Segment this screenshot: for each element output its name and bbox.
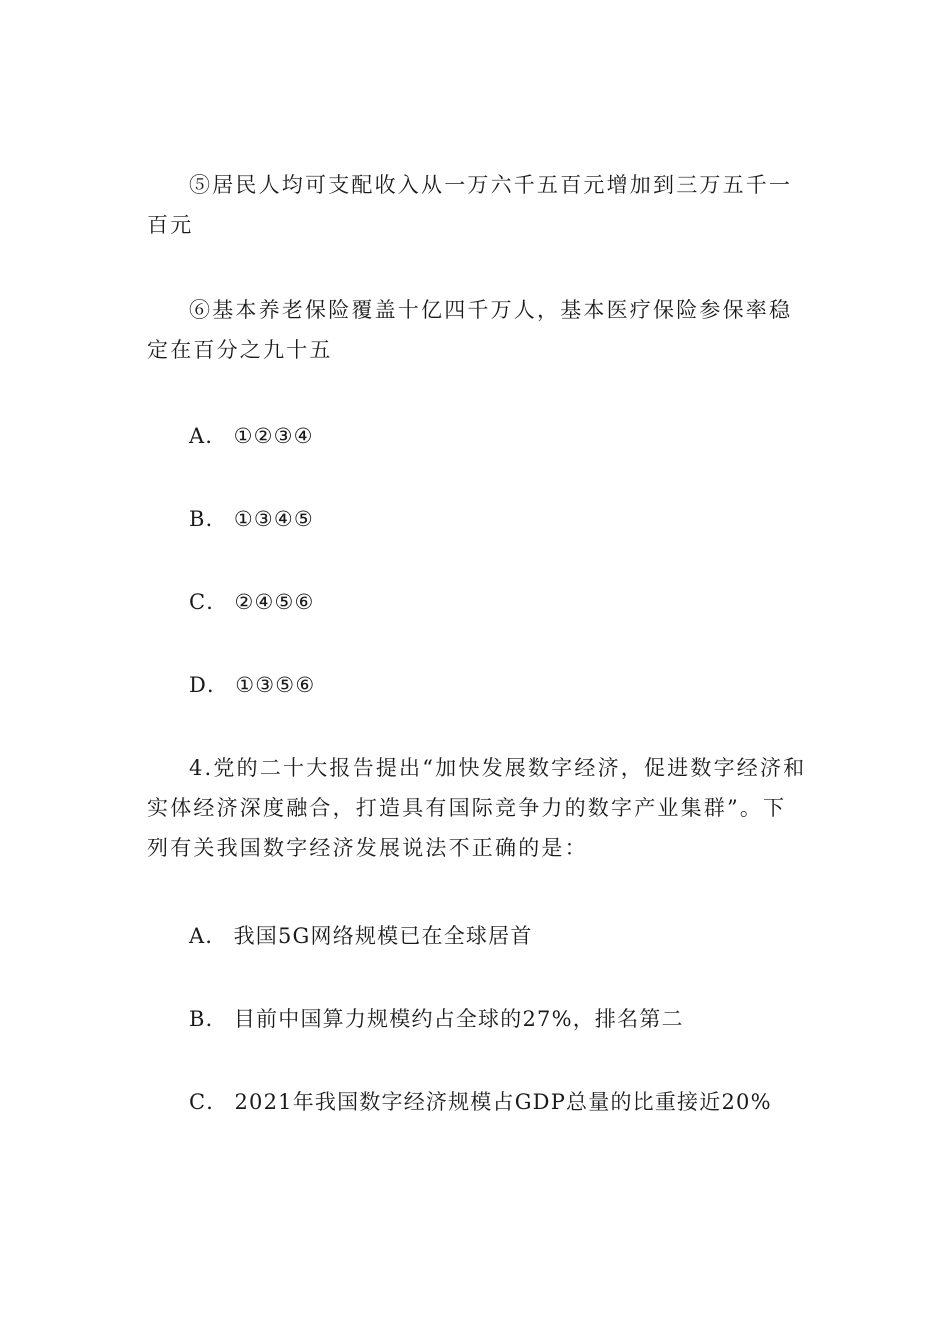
statement-5: ⑤居民人均可支配收入从一万六千五百元增加到三万五千一百元 [147,173,793,237]
option-letter: B． [189,1007,228,1031]
q4-option-a [189,916,533,956]
option-text: ①③⑤⑥ [235,673,316,697]
option-text: 2021年我国数字经济规模占GDP总量的比重接近20% [234,1090,772,1114]
q4-option-c [189,1082,772,1122]
q3-option-d [189,665,315,705]
option-text: ①③④⑤ [233,507,314,531]
statement-6: ⑥基本养老保险覆盖十亿四千万人，基本医疗保险参保率稳定在百分之九十五 [147,298,793,362]
question-4-stem: 4.党的二十大报告提出“加快发展数字经济，促进数字经济和实体经济深度融合，打造具有国际竞争力的数字产业集群”。下列有关我国数字经济发展说法不正确的是： [147,756,807,860]
option-letter: B． [189,507,228,531]
option-text: 目前中国算力规模约占全球的27%，排名第二 [233,1007,684,1031]
option-text: ②④⑤⑥ [234,590,315,614]
q3-option-a [189,416,314,456]
q4-option-b [189,999,684,1039]
option-text: ①②③④ [233,424,314,448]
option-letter: A． [189,424,228,448]
option-letter: C． [189,1090,229,1114]
option-text: 我国5G网络规模已在全球居首 [233,924,533,948]
option-letter: A． [189,924,228,948]
q3-option-c [189,582,315,622]
q3-option-b [189,499,314,539]
option-letter: D． [189,673,230,697]
option-letter: C． [189,590,229,614]
